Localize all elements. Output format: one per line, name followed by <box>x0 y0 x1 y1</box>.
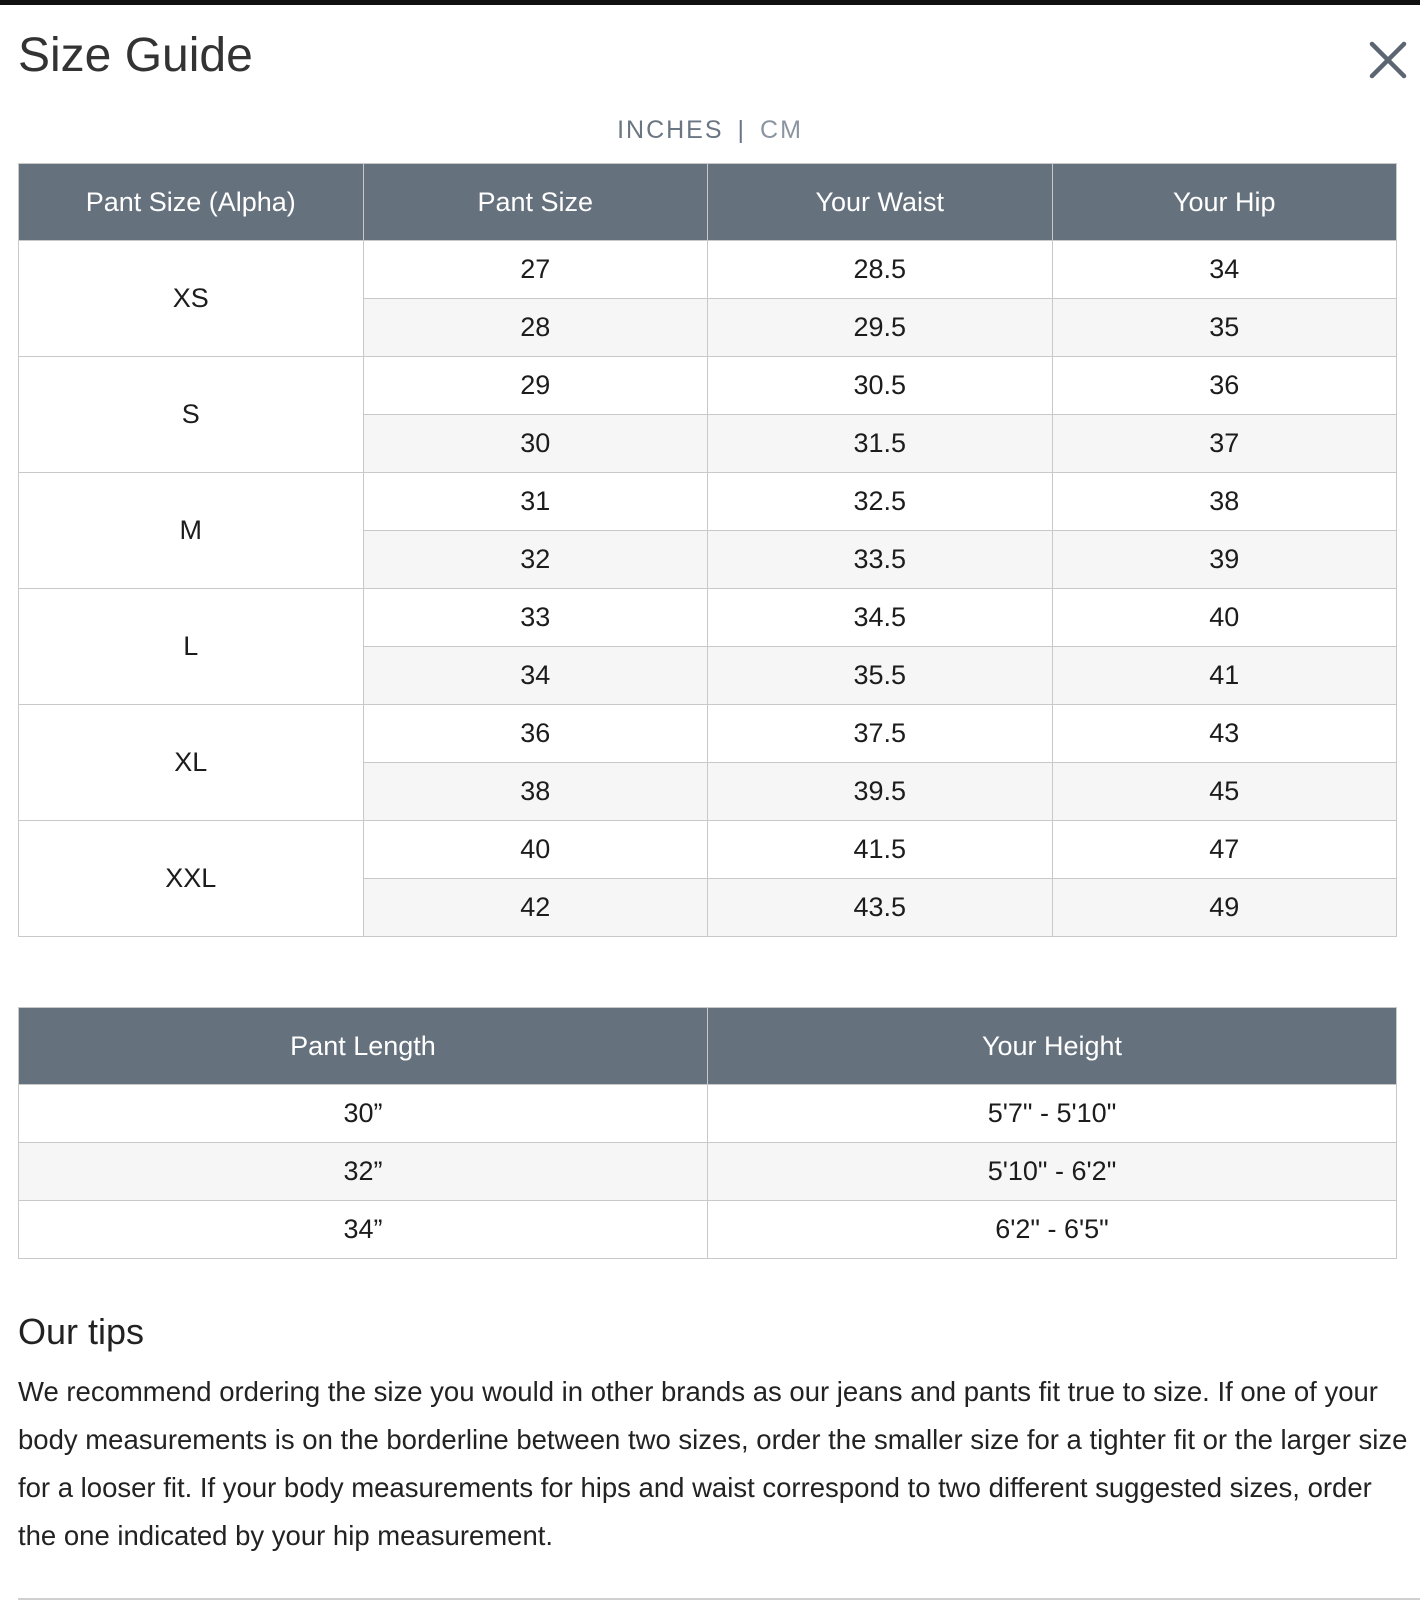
hip-cell: 37 <box>1052 415 1397 473</box>
hip-cell: 41 <box>1052 647 1397 705</box>
size-table-header-row <box>19 164 1397 241</box>
waist-cell: 30.5 <box>708 357 1053 415</box>
waist-cell: 32.5 <box>708 473 1053 531</box>
pant-size-cell: 40 <box>363 821 708 879</box>
pant-length-cell: 34” <box>19 1201 708 1259</box>
alpha-size-cell: XXL <box>19 821 364 937</box>
top-border <box>0 0 1420 5</box>
header-pant-size: Pant Size <box>363 164 708 241</box>
length-table <box>18 1007 1397 1259</box>
hip-cell: 38 <box>1052 473 1397 531</box>
table-row <box>19 473 1397 531</box>
hip-cell: 35 <box>1052 299 1397 357</box>
pant-size-cell: 36 <box>363 705 708 763</box>
hip-cell: 39 <box>1052 531 1397 589</box>
hip-cell: 34 <box>1052 241 1397 299</box>
hip-cell: 45 <box>1052 763 1397 821</box>
length-table-header-row <box>19 1008 1397 1085</box>
waist-cell: 34.5 <box>708 589 1053 647</box>
divider <box>18 1598 1420 1600</box>
pant-size-cell: 33 <box>363 589 708 647</box>
table-row <box>19 821 1397 879</box>
pant-size-cell: 32 <box>363 531 708 589</box>
table-row <box>19 1201 1397 1259</box>
unit-inches-tab[interactable]: INCHES <box>617 116 724 144</box>
header-your-waist: Your Waist <box>708 164 1053 241</box>
table-row <box>19 589 1397 647</box>
table-row <box>19 357 1397 415</box>
waist-cell: 29.5 <box>708 299 1053 357</box>
header-pant-length: Pant Length <box>19 1008 708 1085</box>
hip-cell: 40 <box>1052 589 1397 647</box>
tips-title: Our tips <box>18 1311 145 1352</box>
height-cell: 5'7" - 5'10" <box>708 1085 1397 1143</box>
alpha-size-cell: S <box>19 357 364 473</box>
waist-cell: 33.5 <box>708 531 1053 589</box>
pant-size-cell: 38 <box>363 763 708 821</box>
hip-cell: 49 <box>1052 879 1397 937</box>
unit-separator: | <box>737 116 747 144</box>
pant-size-cell: 42 <box>363 879 708 937</box>
height-cell: 5'10" - 6'2" <box>708 1143 1397 1201</box>
page-title: Size Guide <box>18 29 253 82</box>
tips-body: We recommend ordering the size you would in other brands as our jeans and pants fit true to size. If one of your body measurements is on the borderline between two sizes, order the smaller size for a tighter fit or the larger size for a looser fit. If your body measurements for hips and waist correspond to two different suggested sizes, order the one indicated by your hip measurement. <box>18 1376 1408 1551</box>
pant-size-cell: 29 <box>363 357 708 415</box>
hip-cell: 47 <box>1052 821 1397 879</box>
alpha-size-cell: M <box>19 473 364 589</box>
table-row <box>19 1143 1397 1201</box>
waist-cell: 37.5 <box>708 705 1053 763</box>
pant-size-cell: 34 <box>363 647 708 705</box>
waist-cell: 31.5 <box>708 415 1053 473</box>
table-row <box>19 1085 1397 1143</box>
pant-size-cell: 30 <box>363 415 708 473</box>
waist-cell: 39.5 <box>708 763 1053 821</box>
alpha-size-cell: XS <box>19 241 364 357</box>
pant-size-cell: 31 <box>363 473 708 531</box>
pant-size-cell: 27 <box>363 241 708 299</box>
size-table <box>18 163 1397 937</box>
pant-length-cell: 30” <box>19 1085 708 1143</box>
waist-cell: 43.5 <box>708 879 1053 937</box>
alpha-size-cell: XL <box>19 705 364 821</box>
pant-length-cell: 32” <box>19 1143 708 1201</box>
alpha-size-cell: L <box>19 589 364 705</box>
header-your-height: Your Height <box>708 1008 1397 1085</box>
close-icon <box>1368 40 1408 80</box>
waist-cell: 28.5 <box>708 241 1053 299</box>
unit-cm-tab[interactable]: CM <box>760 116 803 144</box>
unit-toggle <box>0 112 1420 148</box>
height-cell: 6'2" - 6'5" <box>708 1201 1397 1259</box>
header-pant-size-alpha: Pant Size (Alpha) <box>19 164 364 241</box>
table-row <box>19 241 1397 299</box>
hip-cell: 36 <box>1052 357 1397 415</box>
pant-size-cell: 28 <box>363 299 708 357</box>
waist-cell: 41.5 <box>708 821 1053 879</box>
hip-cell: 43 <box>1052 705 1397 763</box>
header-your-hip: Your Hip <box>1052 164 1397 241</box>
close-button[interactable] <box>1368 40 1408 80</box>
waist-cell: 35.5 <box>708 647 1053 705</box>
table-row <box>19 705 1397 763</box>
